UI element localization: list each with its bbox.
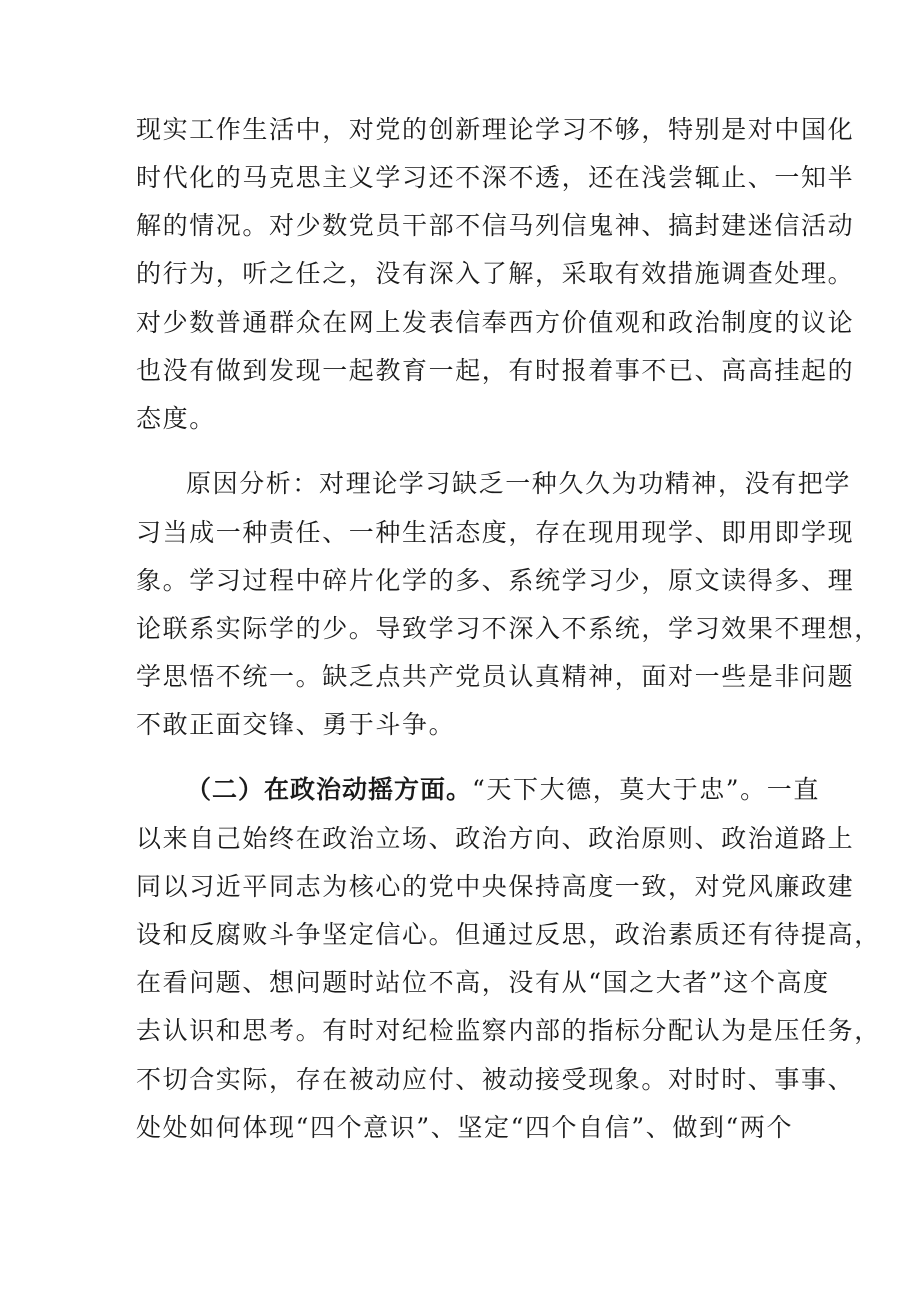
section-heading: （二）在政治动摇方面。 (186, 775, 473, 804)
paragraph-line: 学思悟不统一。缺乏点共产党员认真精神，面对一些是非问题 (136, 662, 855, 691)
paragraph-line: 象。学习过程中碎片化学的多、系统学习少，原文读得多、理 (136, 566, 855, 595)
paragraph-line: 原因分析：对理论学习缺乏一种久久为功精神，没有把学 (186, 469, 852, 498)
paragraph-line: 以来自己始终在政治立场、政治方向、政治原则、政治道路上 (136, 824, 855, 853)
paragraph-line: 论联系实际学的少。导致学习不深入不系统，学习效果不理想， (136, 614, 881, 643)
paragraph-line: 现实工作生活中，对党的创新理论学习不够，特别是对中国化 (136, 115, 855, 144)
paragraph-line: 也没有做到发现一起教育一起，有时报着事不已、高高挂起的 (136, 356, 855, 385)
paragraph-line: 去认识和思考。有时对纪检监察内部的指标分配认为是压任务， (136, 1016, 881, 1045)
paragraph-line: 不敢正面交锋、勇于斗争。 (136, 710, 456, 739)
paragraph-line: 态度。 (136, 404, 216, 433)
paragraph-line: 处处如何体现“四个意识”、坚定“四个自信”、做到“两个 (136, 1113, 794, 1142)
paragraph-line: 对少数普通群众在网上发表信奉西方价值观和政治制度的议论 (136, 308, 855, 337)
paragraph-line: 的行为，听之任之，没有深入了解，采取有效措施调查处理。 (136, 259, 855, 288)
heading-line-rest: “天下大德，莫大于忠”。一直 (472, 775, 820, 804)
section-heading-line (186, 773, 820, 807)
paragraph-line: 习当成一种责任、一种生活态度，存在现用现学、即用即学现 (136, 518, 855, 547)
paragraph-line: 不切合实际，存在被动应付、被动接受现象。对时时、事事、 (136, 1065, 855, 1094)
paragraph-line: 同以习近平同志为核心的党中央保持高度一致，对党风廉政建 (136, 872, 855, 901)
paragraph-line: 在看问题、想问题时站位不高，没有从“国之大者”这个高度 (136, 968, 830, 997)
paragraph-line: 解的情况。对少数党员干部不信马列信鬼神、搞封建迷信活动 (136, 211, 855, 240)
paragraph-line: 时代化的马克思主义学习还不深不透，还在浅尝辄止、一知半 (136, 163, 855, 192)
paragraph-line: 设和反腐败斗争坚定信心。但通过反思，政治素质还有待提高， (136, 920, 881, 949)
